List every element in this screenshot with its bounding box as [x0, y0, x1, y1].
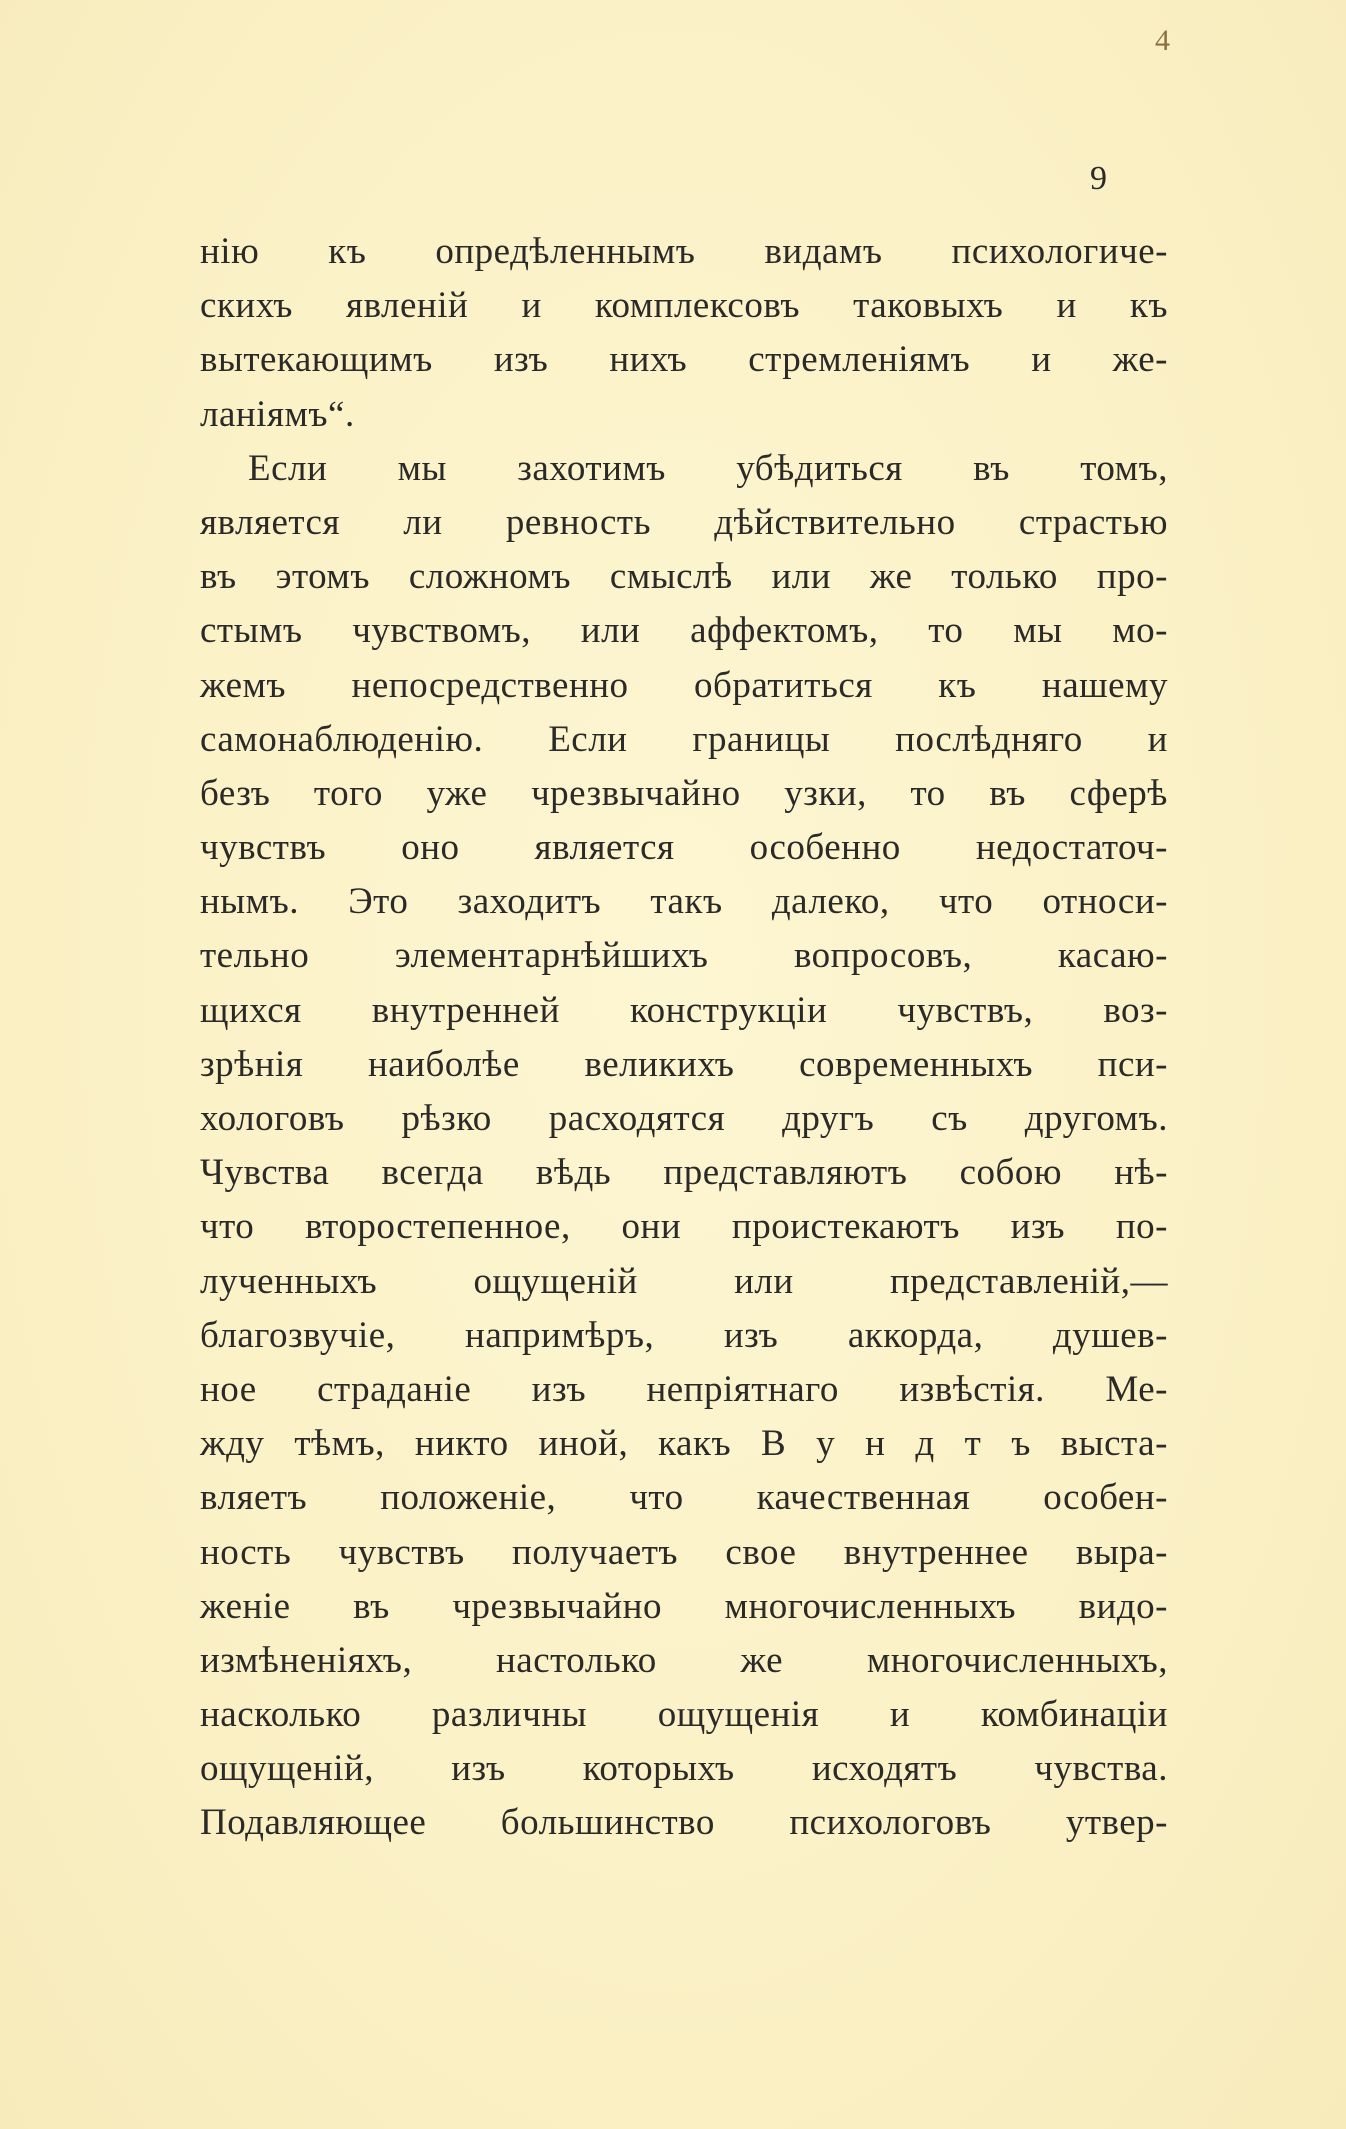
word: рѣзко	[401, 1098, 492, 1139]
text-line	[200, 659, 1168, 713]
word: изъ	[1010, 1206, 1066, 1248]
word: многочисленныхъ,	[866, 1639, 1168, 1681]
word: и	[1031, 339, 1052, 381]
word: чувствъ,	[897, 989, 1034, 1031]
line-text: ланіямъ“.	[200, 393, 355, 435]
text-line	[200, 1200, 1168, 1254]
word: и	[521, 285, 542, 327]
text-line	[200, 1526, 1168, 1580]
text-line	[200, 1742, 1168, 1796]
text-line	[200, 496, 1168, 550]
word: границы	[692, 718, 831, 760]
word: нѣ-	[1114, 1152, 1168, 1194]
text-line	[200, 442, 1168, 496]
word: къ	[328, 231, 367, 272]
word: внутренней	[371, 989, 560, 1031]
word: или	[580, 610, 641, 652]
word: томъ,	[1080, 447, 1168, 489]
text-line	[200, 929, 1168, 983]
word: такъ	[650, 881, 723, 923]
word: то	[928, 610, 964, 652]
word: насколько	[200, 1694, 362, 1736]
text-line	[200, 1417, 1168, 1471]
word: стремленіямъ	[748, 339, 971, 381]
word: чувствъ	[200, 827, 327, 869]
word: изъ	[531, 1368, 587, 1410]
text-line	[200, 388, 1168, 442]
word: изъ	[493, 339, 549, 381]
text-line	[200, 604, 1168, 658]
word: оно	[401, 827, 460, 869]
word: собою	[959, 1152, 1062, 1194]
word: убѣдиться	[736, 447, 903, 489]
word: воз-	[1103, 989, 1168, 1031]
word: видо-	[1078, 1585, 1168, 1627]
text-line	[200, 1309, 1168, 1363]
word: мы	[397, 447, 447, 489]
word: вѣдь	[535, 1152, 612, 1194]
word: ощущеній	[473, 1260, 638, 1302]
word: явленій	[346, 285, 469, 327]
word: ъ	[1011, 1423, 1031, 1465]
word: ощущеній,	[200, 1748, 375, 1790]
word: опредѣленнымъ	[435, 231, 696, 272]
word: или	[734, 1260, 794, 1302]
word: сложномъ	[408, 556, 572, 598]
word: мо-	[1112, 610, 1168, 652]
word: женіе	[200, 1585, 291, 1627]
word: Подавляющее	[200, 1802, 427, 1844]
word: ное	[200, 1368, 257, 1410]
word: представляютъ	[663, 1152, 908, 1194]
word: какъ	[658, 1423, 732, 1465]
word: аккорда,	[847, 1314, 984, 1356]
word: является	[534, 827, 675, 869]
word: щихся	[200, 989, 302, 1031]
word: и	[889, 1694, 911, 1736]
word: другъ	[782, 1098, 875, 1139]
text-line	[200, 875, 1168, 929]
word: что	[938, 881, 994, 923]
word: никто	[414, 1423, 509, 1465]
body-text	[200, 225, 1168, 1851]
word: безъ	[200, 772, 271, 814]
word: Ме-	[1105, 1368, 1168, 1410]
word: другомъ.	[1024, 1098, 1168, 1139]
text-line	[200, 1092, 1168, 1146]
word: дѣйствительно	[714, 501, 956, 543]
word: же-	[1112, 339, 1168, 381]
word: въ	[973, 447, 1010, 489]
word: они	[621, 1206, 682, 1248]
text-line	[200, 984, 1168, 1038]
word: великихъ	[584, 1043, 735, 1085]
word: изъ	[723, 1314, 779, 1356]
word: зрѣнія	[200, 1043, 304, 1085]
word: заходитъ	[457, 881, 602, 923]
word: Если	[248, 447, 328, 489]
word: этомъ	[275, 556, 370, 598]
word: сферѣ	[1069, 772, 1168, 814]
text-line	[200, 1580, 1168, 1634]
word: которыхъ	[582, 1748, 735, 1790]
text-line	[200, 550, 1168, 604]
word: измѣненіяхъ,	[200, 1639, 413, 1681]
text-line	[200, 1255, 1168, 1309]
word: представленій,—	[889, 1260, 1168, 1302]
word: того	[313, 772, 383, 814]
word: тельно	[200, 935, 310, 977]
corner-mark: 4	[1155, 24, 1170, 57]
word: непосредственно	[351, 664, 629, 706]
text-line	[200, 225, 1168, 279]
word: современныхъ	[799, 1043, 1033, 1085]
word: вытекающимъ	[200, 339, 433, 381]
word: съ	[931, 1098, 968, 1139]
word: чувства.	[1034, 1748, 1168, 1790]
word: вопросовъ,	[793, 935, 973, 977]
word: иной,	[538, 1423, 629, 1465]
word: страданіе	[317, 1368, 472, 1410]
word: извѣстія.	[899, 1368, 1045, 1410]
word: захотимъ	[517, 447, 666, 489]
word: ли	[403, 501, 443, 543]
word: къ	[1129, 285, 1168, 327]
word: видамъ	[764, 231, 883, 272]
word: аффектомъ,	[690, 610, 879, 652]
word: узки,	[784, 772, 867, 814]
word: то	[910, 772, 946, 814]
word: пси-	[1097, 1043, 1168, 1085]
word: ощущенія	[657, 1694, 820, 1736]
word: проистекаютъ	[731, 1206, 960, 1248]
word: благозвучіе,	[200, 1314, 396, 1356]
word: нихъ	[609, 339, 688, 381]
text-line	[200, 767, 1168, 821]
word: уже	[426, 772, 488, 814]
word: н	[865, 1423, 886, 1465]
word: въ	[989, 772, 1026, 814]
word: конструкціи	[629, 989, 828, 1031]
word: по-	[1115, 1206, 1168, 1248]
word: особен-	[1043, 1477, 1168, 1519]
word: послѣдняго	[895, 718, 1083, 760]
word: жду	[200, 1423, 265, 1465]
word: утвер-	[1065, 1802, 1168, 1844]
word: страстью	[1018, 501, 1168, 543]
word: чувствъ	[338, 1531, 465, 1573]
word: только	[951, 556, 1058, 598]
word: къ	[938, 664, 977, 706]
word: В	[761, 1423, 787, 1465]
word: ность	[200, 1531, 292, 1573]
word: качественная	[756, 1477, 971, 1519]
word: душев-	[1052, 1314, 1168, 1356]
word: же	[869, 556, 913, 598]
text-line	[200, 279, 1168, 333]
word: касаю-	[1057, 935, 1168, 977]
word: и	[1147, 718, 1168, 760]
word: чрезвычайно	[452, 1585, 662, 1627]
word: про-	[1096, 556, 1168, 598]
word: обратиться	[694, 664, 873, 706]
word: лученныхъ	[200, 1260, 378, 1302]
text-line	[200, 1796, 1168, 1850]
word: жемъ	[200, 664, 287, 706]
word: внутреннее	[843, 1531, 1029, 1573]
word: д	[915, 1423, 935, 1465]
word: настолько	[495, 1639, 657, 1681]
word: нымъ.	[200, 881, 299, 923]
word: т	[964, 1423, 982, 1465]
word: самонаблюденію.	[200, 718, 484, 760]
word: недостаточ-	[975, 827, 1168, 869]
word: таковыхъ	[853, 285, 1004, 327]
word: стымъ	[200, 610, 303, 652]
word: исходятъ	[811, 1748, 958, 1790]
word: ревность	[505, 501, 651, 543]
word: Если	[548, 718, 628, 760]
word: положеніе,	[380, 1477, 557, 1519]
word: у	[816, 1423, 836, 1465]
word: различны	[431, 1694, 587, 1736]
text-line	[200, 1634, 1168, 1688]
word: особенно	[749, 827, 901, 869]
word: скихъ	[200, 285, 293, 327]
word: же	[740, 1639, 784, 1681]
text-line	[200, 1688, 1168, 1742]
word: въ	[353, 1585, 390, 1627]
word: смыслѣ	[609, 556, 733, 598]
word: выра-	[1075, 1531, 1168, 1573]
word: второстепенное,	[305, 1206, 571, 1248]
text-line	[200, 1471, 1168, 1525]
word: далеко,	[771, 881, 890, 923]
word: вляетъ	[200, 1477, 308, 1519]
word: психологовъ	[789, 1802, 992, 1844]
page-number: 9	[1090, 160, 1107, 197]
word: психологиче-	[951, 231, 1168, 272]
word: расходятся	[548, 1098, 726, 1139]
word: большинство	[500, 1802, 715, 1844]
text-line	[200, 821, 1168, 875]
word: Это	[348, 881, 409, 923]
word: выста-	[1060, 1423, 1168, 1465]
word: или	[771, 556, 832, 598]
word: наиболѣе	[367, 1043, 520, 1085]
word: относи-	[1042, 881, 1168, 923]
word: свое	[725, 1531, 797, 1573]
text-line	[200, 713, 1168, 767]
word: чрезвычайно	[531, 772, 741, 814]
word: нашему	[1041, 664, 1168, 706]
word: хологовъ	[200, 1098, 345, 1139]
text-line	[200, 1363, 1168, 1417]
word: тѣмъ,	[294, 1423, 385, 1465]
word: Чувства	[200, 1152, 330, 1194]
word: изъ	[451, 1748, 506, 1790]
word: комплексовъ	[594, 285, 801, 327]
word: комбинаціи	[980, 1694, 1168, 1736]
word: многочисленныхъ	[724, 1585, 1016, 1627]
word: непріятнаго	[646, 1368, 839, 1410]
word: и	[1056, 285, 1077, 327]
word: въ	[200, 556, 237, 598]
word: мы	[1013, 610, 1063, 652]
word: напримѣръ,	[465, 1314, 655, 1356]
word: что	[200, 1206, 255, 1248]
text-line	[200, 1038, 1168, 1092]
word: получаетъ	[512, 1531, 679, 1573]
text-line	[200, 1146, 1168, 1200]
word: всегда	[381, 1152, 484, 1194]
word: нію	[200, 231, 260, 272]
text-line	[200, 333, 1168, 387]
word: является	[200, 501, 340, 543]
word: что	[629, 1477, 684, 1519]
word: чувствомъ,	[352, 610, 532, 652]
word: элементарнѣйшихъ	[394, 935, 709, 977]
